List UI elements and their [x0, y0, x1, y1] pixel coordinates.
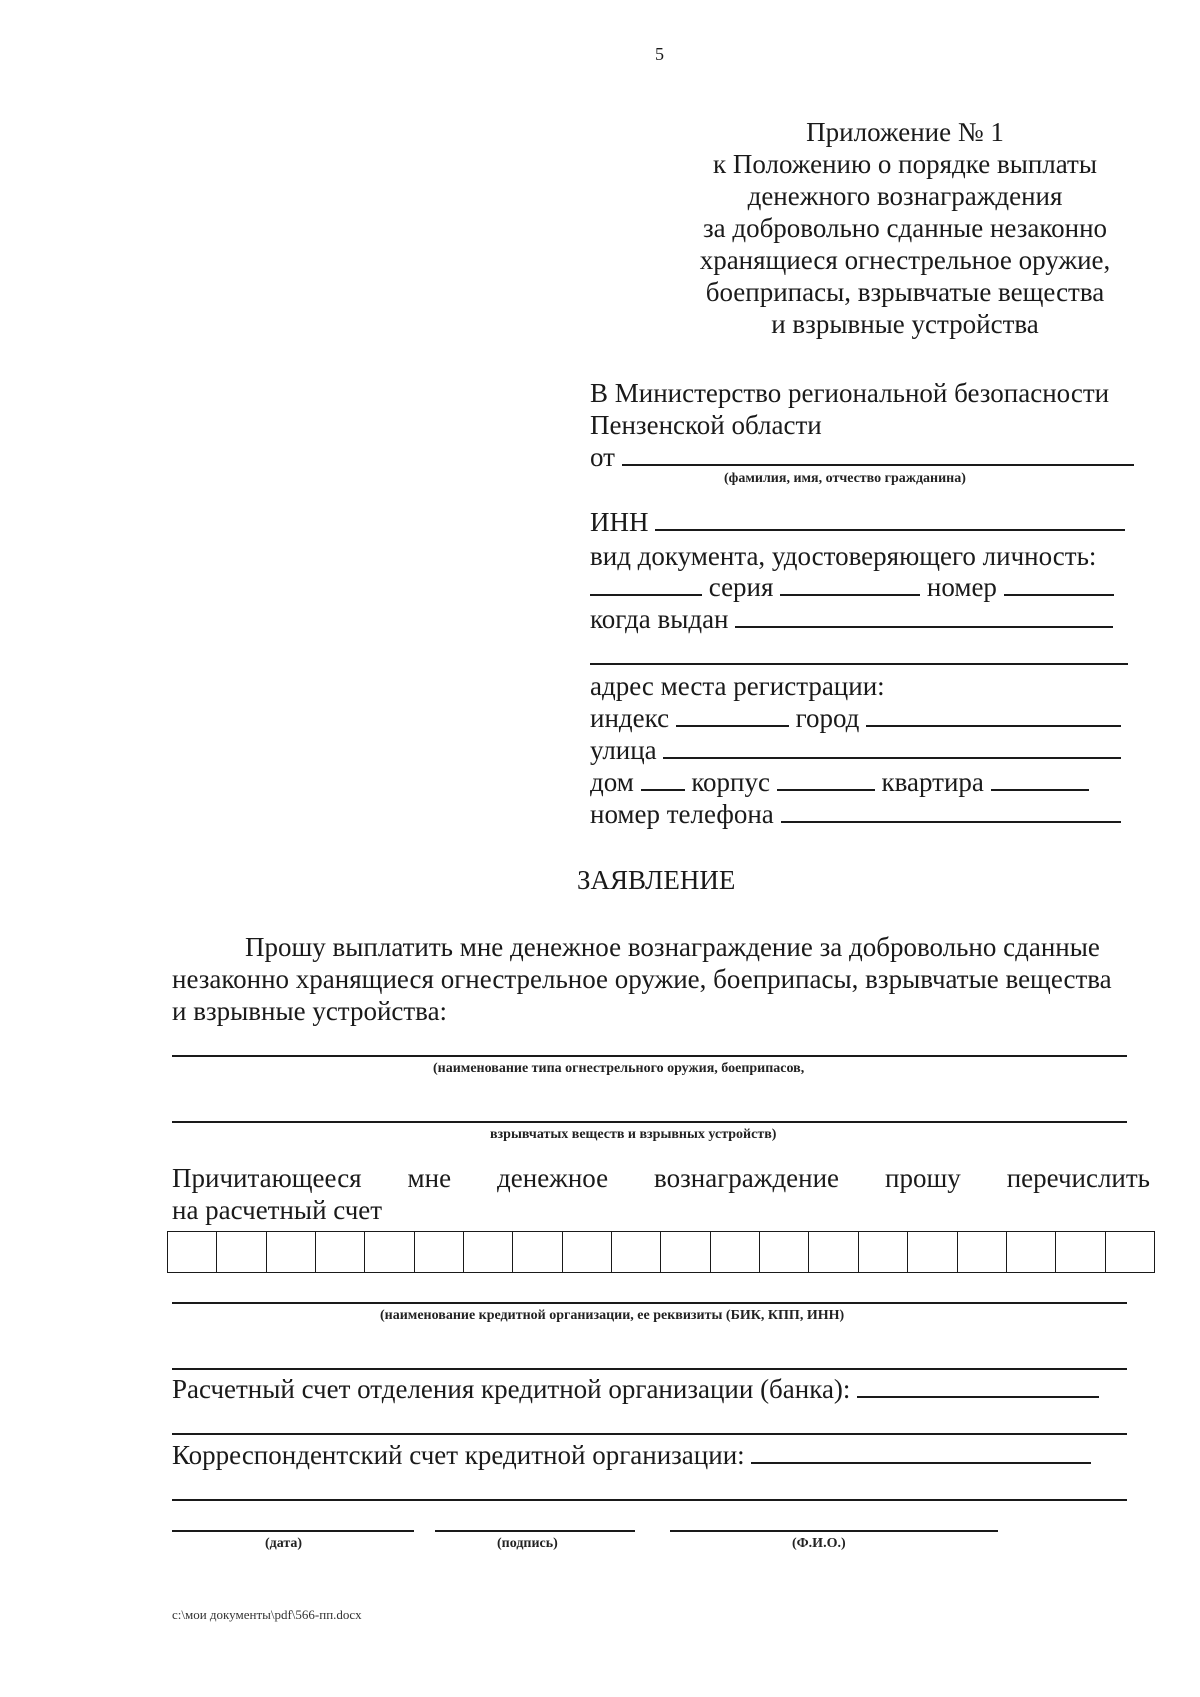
appendix-line: к Положению о порядке выплаты — [713, 149, 1097, 179]
name-caption: (Ф.И.О.) — [792, 1536, 846, 1551]
appendix-line: денежного вознаграждения — [747, 181, 1063, 211]
phone-field[interactable] — [781, 801, 1121, 823]
signature-caption: (подпись) — [497, 1536, 558, 1551]
date-caption: (дата) — [265, 1536, 303, 1551]
weapon-caption-2: взрывчатых веществ и взрывных устройств) — [490, 1127, 777, 1142]
account-digit-cell[interactable] — [267, 1232, 316, 1272]
city-field[interactable] — [866, 705, 1121, 727]
account-digit-cell[interactable] — [958, 1232, 1007, 1272]
doc-type-label: вид документа, удостоверяющего личность: — [590, 541, 1097, 571]
bank-name-field[interactable] — [172, 1302, 1127, 1304]
doc-type-field[interactable] — [590, 574, 702, 596]
corr-account-field[interactable] — [751, 1442, 1091, 1464]
branch-account-label: Расчетный счет отделения кредитной организации (банка): — [172, 1374, 851, 1404]
series-label: серия — [708, 572, 774, 602]
addressee-line2: Пензенской области — [590, 410, 822, 440]
doc-series-row — [590, 571, 1114, 603]
appendix-line: боеприпасы, взрывчатые вещества — [705, 277, 1105, 307]
phone-row — [590, 798, 1121, 830]
house-field[interactable] — [641, 769, 685, 791]
account-number-cells — [167, 1231, 1155, 1273]
account-digit-cell[interactable] — [661, 1232, 710, 1272]
building-label: корпус — [691, 767, 770, 797]
date-field[interactable] — [172, 1530, 414, 1532]
account-digit-cell[interactable] — [760, 1232, 809, 1272]
page-number: 5 — [655, 44, 664, 64]
account-digit-cell[interactable] — [415, 1232, 464, 1272]
issued-label: когда выдан — [590, 604, 729, 634]
account-digit-cell[interactable] — [513, 1232, 562, 1272]
account-digit-cell[interactable] — [1056, 1232, 1105, 1272]
account-digit-cell[interactable] — [316, 1232, 365, 1272]
appendix-line: Приложение № 1 — [806, 117, 1004, 147]
corr-account-field-2[interactable] — [172, 1499, 1127, 1501]
corr-account-label: Корреспондентский счет кредитной организации: — [172, 1440, 745, 1470]
bank-name-field-2[interactable] — [172, 1368, 1127, 1370]
paragraph-line2: незаконно хранящиеся огнестрельное оружие, боеприпасы, взрывчатые вещества — [172, 964, 1112, 994]
issued-field-continuation[interactable] — [590, 663, 1128, 665]
inn-row — [590, 506, 1125, 538]
addressee-line1: В Министерство региональной безопасности — [590, 378, 1110, 408]
phone-label: номер телефона — [590, 799, 774, 829]
weapon-field-2[interactable] — [172, 1121, 1127, 1123]
index-label: индекс — [590, 703, 670, 733]
corr-account-row — [172, 1439, 1091, 1471]
document-title: ЗАЯВЛЕНИЕ — [577, 865, 736, 895]
account-digit-cell[interactable] — [168, 1232, 217, 1272]
from-row — [590, 441, 1134, 473]
account-digit-cell[interactable] — [908, 1232, 957, 1272]
account-digit-cell[interactable] — [711, 1232, 760, 1272]
paragraph-line3: и взрывные устройства: — [172, 996, 448, 1026]
account-digit-cell[interactable] — [365, 1232, 414, 1272]
street-label: улица — [590, 735, 657, 765]
street-field[interactable] — [663, 737, 1121, 759]
street-row — [590, 734, 1121, 766]
inn-label: ИНН — [590, 507, 649, 537]
from-caption: (фамилия, имя, отчество гражданина) — [724, 471, 966, 486]
city-label: город — [795, 703, 860, 733]
from-label: от — [590, 442, 615, 472]
weapon-field-1[interactable] — [172, 1055, 1127, 1057]
appendix-line: хранящиеся огнестрельное оружие, — [699, 245, 1111, 275]
index-city-row — [590, 702, 1121, 734]
paragraph-line1: Прошу выплатить мне денежное вознаграждение за добровольно сданные — [245, 932, 1100, 962]
signature-field[interactable] — [435, 1530, 635, 1532]
account-digit-cell[interactable] — [612, 1232, 661, 1272]
appendix-header — [670, 116, 1140, 340]
name-field[interactable] — [670, 1530, 998, 1532]
branch-account-field-2[interactable] — [172, 1433, 1127, 1435]
branch-account-field[interactable] — [857, 1376, 1099, 1398]
issued-row — [590, 603, 1113, 635]
account-digit-cell[interactable] — [563, 1232, 612, 1272]
account-digit-cell[interactable] — [217, 1232, 266, 1272]
appendix-line: за добровольно сданные незаконно — [702, 213, 1108, 243]
series-field[interactable] — [780, 574, 920, 596]
account-digit-cell[interactable] — [1106, 1232, 1155, 1272]
apartment-field[interactable] — [991, 769, 1089, 791]
appendix-line: и взрывные устройства — [771, 309, 1039, 339]
footer-file-path: c:\мои документы\pdf\566-пп.docx — [172, 1607, 362, 1622]
house-row — [590, 766, 1089, 798]
account-digit-cell[interactable] — [464, 1232, 513, 1272]
inn-field[interactable] — [655, 509, 1125, 531]
house-label: дом — [590, 767, 634, 797]
index-field[interactable] — [676, 705, 789, 727]
issued-field[interactable] — [735, 606, 1113, 628]
apartment-label: квартира — [881, 767, 984, 797]
transfer-line1: Причитающееся мне денежное вознаграждение прошу перечислить — [172, 1163, 1150, 1193]
branch-account-row — [172, 1373, 1099, 1405]
building-field[interactable] — [777, 769, 875, 791]
account-digit-cell[interactable] — [1007, 1232, 1056, 1272]
number-field[interactable] — [1004, 574, 1114, 596]
address-label: адрес места регистрации: — [590, 671, 885, 701]
bank-caption: (наименование кредитной организации, ее реквизиты (БИК, КПП, ИНН) — [380, 1308, 845, 1323]
account-digit-cell[interactable] — [859, 1232, 908, 1272]
weapon-caption-1: (наименование типа огнестрельного оружия, боеприпасов, — [433, 1061, 805, 1076]
number-label: номер — [926, 572, 997, 602]
account-digit-cell[interactable] — [809, 1232, 858, 1272]
transfer-line2: на расчетный счет — [172, 1195, 383, 1225]
from-field[interactable] — [622, 444, 1134, 466]
